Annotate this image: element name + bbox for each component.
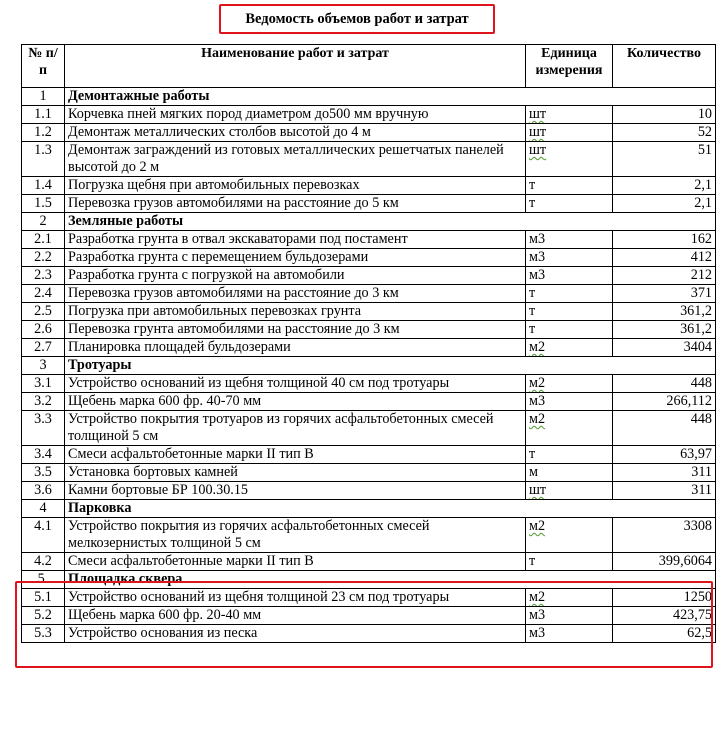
quantity-cell: 2,1 xyxy=(613,195,716,213)
table-row xyxy=(22,285,716,303)
unit-cell: м2 xyxy=(526,375,613,393)
row-number: 1.1 xyxy=(22,106,65,124)
table-row xyxy=(22,303,716,321)
quantity-cell: 412 xyxy=(613,249,716,267)
row-number: 2.5 xyxy=(22,303,65,321)
row-number: 3 xyxy=(22,357,65,375)
table-row xyxy=(22,339,716,357)
quantity-cell: 371 xyxy=(613,285,716,303)
row-number: 1.3 xyxy=(22,142,65,177)
row-number: 3.3 xyxy=(22,411,65,446)
table-row xyxy=(22,267,716,285)
row-number: 5.2 xyxy=(22,607,65,625)
header-qty: Количество xyxy=(613,45,716,88)
quantity-cell: 2,1 xyxy=(613,177,716,195)
row-number: 2.1 xyxy=(22,231,65,249)
work-name: Разработка грунта в отвал экскаваторами под постамент xyxy=(65,231,526,249)
quantity-cell: 448 xyxy=(613,411,716,446)
unit-cell: шт xyxy=(526,142,613,177)
table-header-row xyxy=(22,45,716,88)
quantity-cell: 361,2 xyxy=(613,303,716,321)
works-table xyxy=(21,44,716,643)
row-number: 1.5 xyxy=(22,195,65,213)
work-name: Разработка грунта с перемещением бульдозерами xyxy=(65,249,526,267)
row-number: 3.2 xyxy=(22,393,65,411)
table-row xyxy=(22,446,716,464)
work-name: Камни бортовые БР 100.30.15 xyxy=(65,482,526,500)
quantity-cell: 3308 xyxy=(613,518,716,553)
row-number: 2 xyxy=(22,213,65,231)
table-row xyxy=(22,553,716,571)
quantity-cell: 311 xyxy=(613,464,716,482)
section-row xyxy=(22,88,716,106)
quantity-cell: 399,6064 xyxy=(613,553,716,571)
unit-cell: м xyxy=(526,464,613,482)
table-row xyxy=(22,249,716,267)
work-name: Перевозка грузов автомобилями на расстояние до 3 км xyxy=(65,285,526,303)
unit-cell: м3 xyxy=(526,625,613,643)
unit-cell: т xyxy=(526,321,613,339)
table-row xyxy=(22,231,716,249)
section-row xyxy=(22,500,716,518)
quantity-cell: 361,2 xyxy=(613,321,716,339)
unit-cell: м3 xyxy=(526,393,613,411)
quantity-cell: 10 xyxy=(613,106,716,124)
table-row xyxy=(22,375,716,393)
row-number: 5.3 xyxy=(22,625,65,643)
section-title: Парковка xyxy=(65,500,716,518)
work-name: Перевозка грунта автомобилями на расстояние до 3 км xyxy=(65,321,526,339)
work-name: Устройство оснований из щебня толщиной 40 см под тротуары xyxy=(65,375,526,393)
quantity-cell: 212 xyxy=(613,267,716,285)
row-number: 2.4 xyxy=(22,285,65,303)
row-number: 4 xyxy=(22,500,65,518)
unit-cell: т xyxy=(526,195,613,213)
unit-cell: м2 xyxy=(526,589,613,607)
section-title: Демонтажные работы xyxy=(65,88,716,106)
quantity-cell: 62,5 xyxy=(613,625,716,643)
unit-cell: м3 xyxy=(526,267,613,285)
section-row xyxy=(22,571,716,589)
header-unit: Единица измерения xyxy=(526,45,613,88)
document-title: Ведомость объемов работ и затрат xyxy=(219,4,495,34)
unit-cell: м3 xyxy=(526,249,613,267)
quantity-cell: 51 xyxy=(613,142,716,177)
section-row xyxy=(22,357,716,375)
section-title: Площадка сквера xyxy=(65,571,716,589)
header-num: № п/п xyxy=(22,45,65,88)
table-row xyxy=(22,177,716,195)
quantity-cell: 423,75 xyxy=(613,607,716,625)
section-row xyxy=(22,213,716,231)
row-number: 5. xyxy=(22,571,65,589)
row-number: 2.6 xyxy=(22,321,65,339)
unit-cell: т xyxy=(526,285,613,303)
work-name: Погрузка при автомобильных перевозках грунта xyxy=(65,303,526,321)
table-row xyxy=(22,464,716,482)
unit-cell: т xyxy=(526,446,613,464)
work-name: Устройство оснований из щебня толщиной 23 см под тротуары xyxy=(65,589,526,607)
row-number: 2.3 xyxy=(22,267,65,285)
unit-cell: м3 xyxy=(526,231,613,249)
unit-cell: т xyxy=(526,177,613,195)
unit-cell: шт xyxy=(526,106,613,124)
row-number: 2.2 xyxy=(22,249,65,267)
header-name: Наименование работ и затрат xyxy=(65,45,526,88)
table-row xyxy=(22,607,716,625)
quantity-cell: 266,112 xyxy=(613,393,716,411)
work-name: Смеси асфальтобетонные марки II тип В xyxy=(65,553,526,571)
quantity-cell: 1250 xyxy=(613,589,716,607)
table-row xyxy=(22,142,716,177)
work-name: Корчевка пней мягких пород диаметром до500 мм вручную xyxy=(65,106,526,124)
unit-cell: шт xyxy=(526,482,613,500)
work-name: Смеси асфальтобетонные марки II тип В xyxy=(65,446,526,464)
work-name: Устройство покрытия тротуаров из горячих асфальтобетонных смесей толщиной 5 см xyxy=(65,411,526,446)
quantity-cell: 3404 xyxy=(613,339,716,357)
unit-cell: м3 xyxy=(526,607,613,625)
work-name: Устройство основания из песка xyxy=(65,625,526,643)
table-row xyxy=(22,124,716,142)
table-row xyxy=(22,411,716,446)
row-number: 5.1 xyxy=(22,589,65,607)
unit-cell: м2 xyxy=(526,518,613,553)
work-name: Демонтаж заграждений из готовых металлических решетчатых панелей высотой до 2 м xyxy=(65,142,526,177)
quantity-cell: 162 xyxy=(613,231,716,249)
table-row xyxy=(22,321,716,339)
table-row xyxy=(22,393,716,411)
table-row xyxy=(22,589,716,607)
work-name: Устройство покрытия из горячих асфальтобетонных смесей мелкозернистых толщиной 5 см xyxy=(65,518,526,553)
row-number: 3.1 xyxy=(22,375,65,393)
quantity-cell: 448 xyxy=(613,375,716,393)
work-name: Установка бортовых камней xyxy=(65,464,526,482)
work-name: Погрузка щебня при автомобильных перевозках xyxy=(65,177,526,195)
table-row xyxy=(22,625,716,643)
table-row xyxy=(22,518,716,553)
work-name: Разработка грунта с погрузкой на автомобили xyxy=(65,267,526,285)
work-name: Щебень марка 600 фр. 40-70 мм xyxy=(65,393,526,411)
work-name: Щебень марка 600 фр. 20-40 мм xyxy=(65,607,526,625)
unit-cell: т xyxy=(526,303,613,321)
quantity-cell: 63,97 xyxy=(613,446,716,464)
row-number: 1.4 xyxy=(22,177,65,195)
table-body xyxy=(22,88,716,643)
section-title: Земляные работы xyxy=(65,213,716,231)
row-number: 4.2 xyxy=(22,553,65,571)
quantity-cell: 52 xyxy=(613,124,716,142)
section-title: Тротуары xyxy=(65,357,716,375)
work-name: Демонтаж металлических столбов высотой до 4 м xyxy=(65,124,526,142)
table-row xyxy=(22,195,716,213)
row-number: 1 xyxy=(22,88,65,106)
unit-cell: шт xyxy=(526,124,613,142)
unit-cell: т xyxy=(526,553,613,571)
table-row xyxy=(22,482,716,500)
work-name: Перевозка грузов автомобилями на расстояние до 5 км xyxy=(65,195,526,213)
unit-cell: м2 xyxy=(526,339,613,357)
quantity-cell: 311 xyxy=(613,482,716,500)
row-number: 3.5 xyxy=(22,464,65,482)
row-number: 3.4 xyxy=(22,446,65,464)
work-name: Планировка площадей бульдозерами xyxy=(65,339,526,357)
table-row xyxy=(22,106,716,124)
row-number: 1.2 xyxy=(22,124,65,142)
row-number: 4.1 xyxy=(22,518,65,553)
unit-cell: м2 xyxy=(526,411,613,446)
row-number: 3.6 xyxy=(22,482,65,500)
row-number: 2.7 xyxy=(22,339,65,357)
